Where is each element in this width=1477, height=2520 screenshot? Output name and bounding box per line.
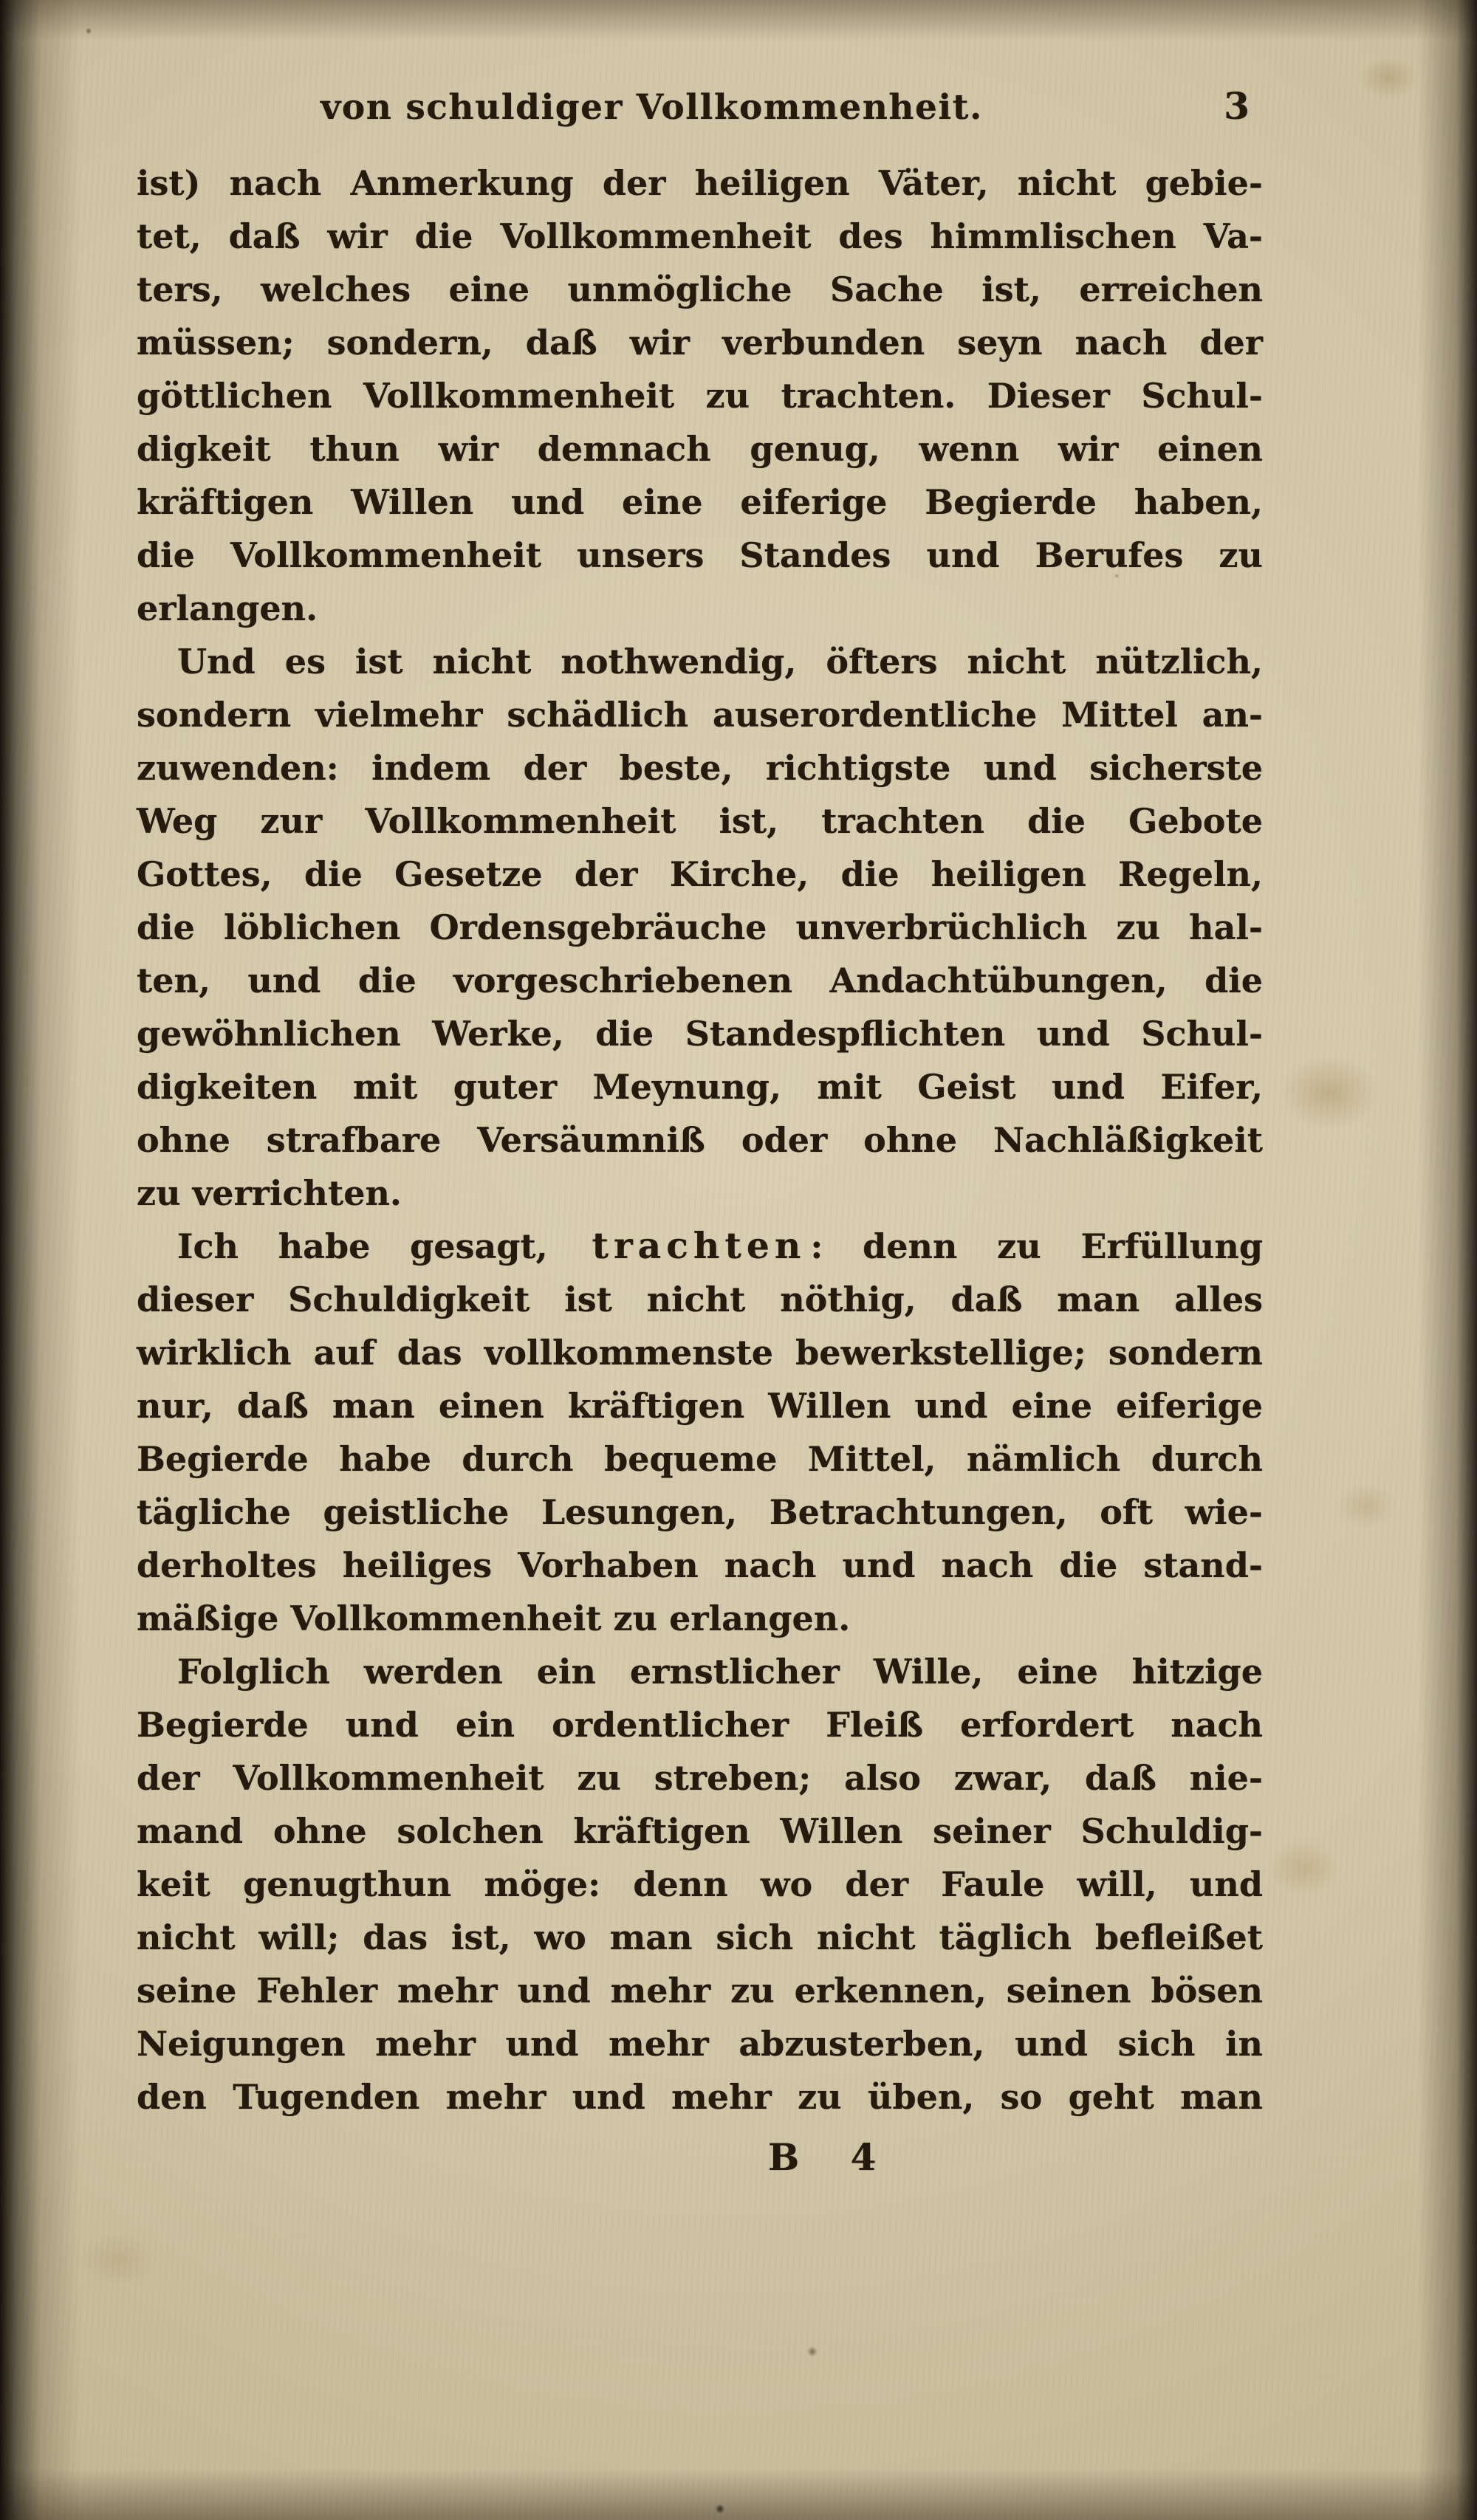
text-line: Neigungen mehr und mehr abzusterben, und sich in	[137, 2024, 1263, 2064]
text-line: Folglich werden ein ernstlicher Wille, eine hitzige	[177, 1652, 1263, 1692]
text-line: digkeiten mit guter Meynung, mit Geist und Eifer,	[137, 1067, 1263, 1107]
body-text	[137, 157, 1263, 2124]
text-line: zuwenden: indem der beste, richtigste und sicherste	[137, 748, 1263, 788]
text-line: müssen; sondern, daß wir verbunden seyn nach der	[137, 323, 1263, 363]
text-line: die Vollkommenheit unsers Standes und Berufes zu	[137, 535, 1263, 575]
text-line: Weg zur Vollkommenheit ist, trachten die Gebote	[137, 801, 1263, 841]
signature-mark: B 4	[768, 2135, 896, 2179]
text-line: sondern vielmehr schädlich auserordentliche Mittel an-	[137, 695, 1263, 735]
text-line: ist) nach Anmerkung der heiligen Väter, nicht gebie-	[137, 163, 1263, 203]
text-line: ten, und die vorgeschriebenen Andachtübungen, die	[137, 961, 1263, 1000]
text-line: nur, daß man einen kräftigen Willen und eine eiferige	[137, 1386, 1263, 1426]
text-line: Und es ist nicht nothwendig, öfters nicht nützlich,	[177, 642, 1263, 682]
paragraph-1	[137, 157, 1263, 635]
text-line	[137, 1220, 1263, 1273]
text-line: die löblichen Ordensgebräuche unverbrüchlich zu hal-	[137, 907, 1263, 947]
text-line: Begierde und ein ordentlicher Fleiß erfordert nach	[137, 1705, 1263, 1745]
line-prefix: Ich habe gesagt,	[177, 1226, 588, 1266]
text-line: keit genugthun möge: denn wo der Faule will, und	[137, 1864, 1263, 1904]
text-line: dieser Schuldigkeit ist nicht nöthig, daß man alles	[137, 1280, 1263, 1319]
text-line: tet, daß wir die Vollkommenheit des himmlischen Va-	[137, 216, 1263, 256]
paragraph-3	[137, 1220, 1263, 1645]
text-line: den Tugenden mehr und mehr zu üben, so geht man	[137, 2077, 1263, 2117]
emphasized-word: trachten	[592, 1225, 806, 1267]
text-line: tägliche geistliche Lesungen, Betrachtungen, oft wie-	[137, 1492, 1263, 1532]
text-line: derholtes heiliges Vorhaben nach und nach die stand-	[137, 1545, 1263, 1585]
text-line: mand ohne solchen kräftigen Willen seiner Schuldig-	[137, 1811, 1263, 1851]
text-line: digkeit thun wir demnach genug, wenn wir einen	[137, 429, 1263, 469]
paragraph-2	[137, 635, 1263, 1220]
text-line: ohne strafbare Versäumniß oder ohne Nachläßigkeit	[137, 1120, 1263, 1160]
text-line: gewöhnlichen Werke, die Standespflichten und Schul-	[137, 1014, 1263, 1054]
text-line: Gottes, die Gesetze der Kirche, die heiligen Regeln,	[137, 854, 1263, 894]
text-line: nicht will; das ist, wo man sich nicht täglich befleißet	[137, 1918, 1263, 1957]
page-header	[137, 84, 1263, 139]
text-line: mäßige Vollkommenheit zu erlangen.	[137, 1599, 851, 1638]
text-line: wirklich auf das vollkommenste bewerkstellige; sondern	[137, 1333, 1263, 1373]
text-line: ters, welches eine unmögliche Sache ist, erreichen	[137, 269, 1263, 309]
text-line: erlangen.	[137, 588, 318, 628]
text-line: zu verrichten.	[137, 1173, 402, 1213]
page-number: 3	[1224, 84, 1250, 128]
text-line: seine Fehler mehr und mehr zu erkennen, seinen bösen	[137, 1971, 1263, 2011]
running-title: von schuldiger Vollkommenheit.	[321, 87, 983, 128]
text-line: kräftigen Willen und eine eiferige Begierde haben,	[137, 482, 1263, 522]
text-line: der Vollkommenheit zu streben; also zwar, daß nie-	[137, 1758, 1263, 1798]
text-line: Begierde habe durch bequeme Mittel, nämlich durch	[137, 1439, 1263, 1479]
line-suffix: : denn zu Erfüllung	[810, 1226, 1263, 1266]
paragraph-4	[137, 1645, 1263, 2124]
text-line: göttlichen Vollkommenheit zu trachten. Dieser Schul-	[137, 376, 1263, 416]
